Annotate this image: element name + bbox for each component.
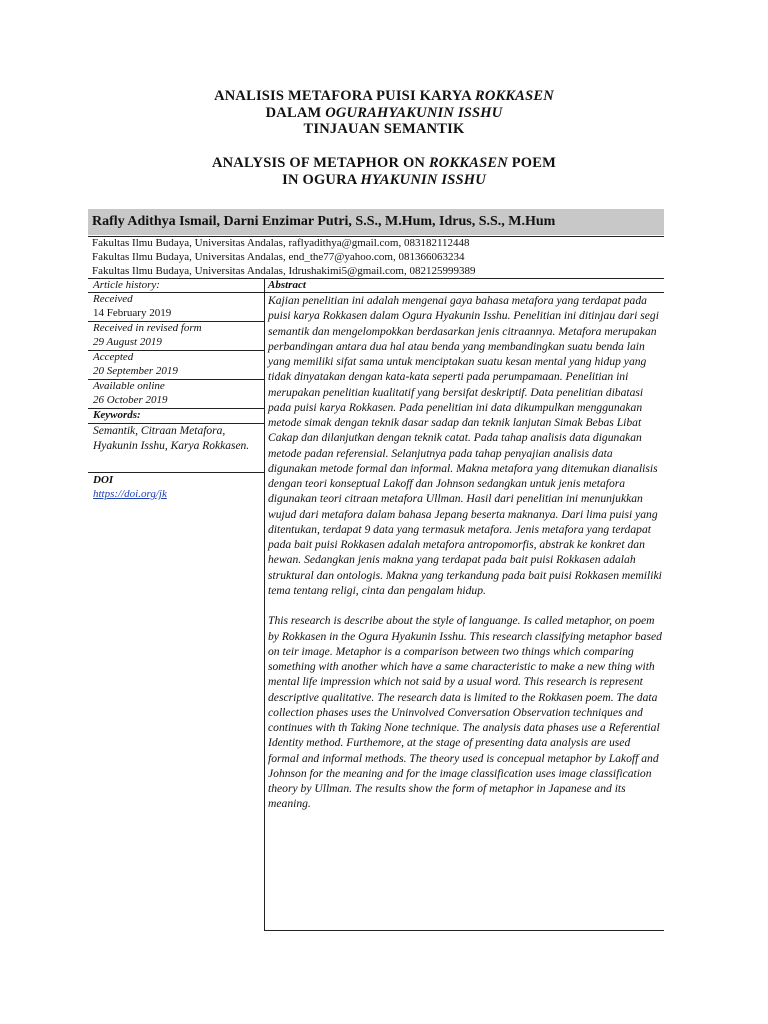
- title-indonesian: [0, 88, 768, 138]
- affiliation-3: Fakultas Ilmu Budaya, Universitas Andalas, Idrushakimi5@gmail.com, 082125999389: [92, 265, 476, 277]
- column-separator: [264, 278, 265, 931]
- divider-top: [88, 236, 664, 237]
- divider-header: [88, 278, 664, 279]
- affiliations: [92, 236, 664, 278]
- history-heading: Article history:: [93, 279, 160, 291]
- abstract-heading: Abstract: [268, 279, 306, 291]
- divider-bottom: [264, 930, 664, 931]
- revised-label: Received in revised form: [93, 322, 202, 334]
- abstract-indonesian: Kajian penelitian ini adalah mengenai gaya bahasa metafora yang terdapat pada puisi karya Rokkasen dalam Ogura Hyakunin Isshu. Penelitian ini ditinjau dari segi semantik dan mengelompokkan berdasarkan jenis citraannya. Metafora merupakan perbandingan antara dua hal atau benda yang membandingkan suatu benda lain yang memiliki sifat sama untuk menciptakan suatu kesan mental yang hidup yang tidak dinyatakan dengan kata-kata seperti pada perumpamaan. Penelitian ini merupakan penelitian kualitatif yang bersifat deskriptif. Data penelitian dibatasi pada puisi karya Rokkasen. Pada penelitian ini data dikumpulkan menggunakan metode simak dengan teknik dasar sadap dan teknik lanjutan Simak Bebas Libat Cakap dan dilanjutkan dengan teknik catat. Pada tahap analisis data digunakan metode padan referensial. Selanjutnya pada tahap penyajian analisis data digunakan metode formal dan informal. Makna metafora yang ditemukan dianalisis dengan teori konseptual Lakoff dan Johnson sedangkan untuk jenis metafora digunakan teori citraan metafora Ullman. Hasil dari penelitian ini menunjukkan wujud dari metafora dalam bahasa Jepang beserta maknanya. Dari lima puisi yang ditentukan, terdapat 9 data yang termasuk metafora. Jenis metafora yang terdapat pada bait puisi Rokkasen adalah metafora antropomorfis, abstrak ke konkret dan hewan. Sedangkan jenis makna yang terdapat pada bait puisi Rokkasen adalah struktural dan ontologis. Makna yang terkandung pada bait puisi Rokkasen memiliki tema tentang religi, cinta dan pengalam hidup.: [268, 294, 662, 597]
- abstract-body: [268, 293, 664, 812]
- title-english: [0, 155, 768, 188]
- affiliation-2: Fakultas Ilmu Budaya, Universitas Andalas, end_the77@yahoo.com, 081366063234: [92, 251, 465, 263]
- received-date: 14 February 2019: [93, 307, 172, 319]
- title-en-line1: ANALYSIS OF METAPHOR ON ROKKASEN POEM: [211, 155, 557, 171]
- doi-heading: DOI: [93, 474, 114, 486]
- title-id-line2: DALAM OGURAHYAKUNIN ISSHU: [265, 104, 503, 121]
- online-label: Available online: [93, 380, 165, 392]
- received-label: Received: [93, 293, 133, 305]
- affiliation-1: Fakultas Ilmu Budaya, Universitas Andalas, raflyadithya@gmail.com, 083182112448: [92, 237, 470, 249]
- title-id-line3: TINJAUAN SEMANTIK: [303, 121, 465, 137]
- accepted-label: Accepted: [93, 351, 134, 363]
- online-date: 26 October 2019: [93, 394, 168, 406]
- abstract-english: This research is describe about the style of languange. Is called metaphor, on poem by Rokkasen in the Ogura Hyakunin Isshu. This research classifying metaphor based on teir image. Metaphor is a comparison between two things which comparing something with another which have a same characteristic to make a new thing with mental life impression which not said by a usual word. This research is represent descriptive qualitative. The research data is limited to the Rokkasen poem. The data collection phases uses the Uninvolved Conversation Observation techniques and continues with th Taking None technique. The analysis data phases use a Referential Identity method. Furthemore, at the stage of presenting data analysis are used formal and informal methods. The theory used is concepual metaphor by Lakoff and Johnson for the meaning and for the image classification uses image classification theory by Ullman. The results show the form of metaphor in Japanese and its meaning.: [268, 614, 662, 811]
- title-en-line2: IN OGURA HYAKUNIN ISSHU: [282, 171, 486, 188]
- divider-doi: [88, 472, 264, 473]
- accepted-date: 20 September 2019: [93, 365, 178, 377]
- revised-date: 29 August 2019: [93, 336, 162, 348]
- doi-link[interactable]: https://doi.org/jk: [93, 488, 167, 500]
- title-id-line1: ANALISIS METAFORA PUISI KARYA ROKKASEN: [214, 88, 554, 104]
- keywords-heading: Keywords:: [93, 409, 141, 421]
- keywords-text: Semantik, Citraan Metafora, Hyakunin Isshu, Karya Rokkasen.: [93, 425, 250, 452]
- authors-bar: Rafly Adithya Ismail, Darni Enzimar Putri, S.S., M.Hum, Idrus, S.S., M.Hum: [88, 209, 664, 235]
